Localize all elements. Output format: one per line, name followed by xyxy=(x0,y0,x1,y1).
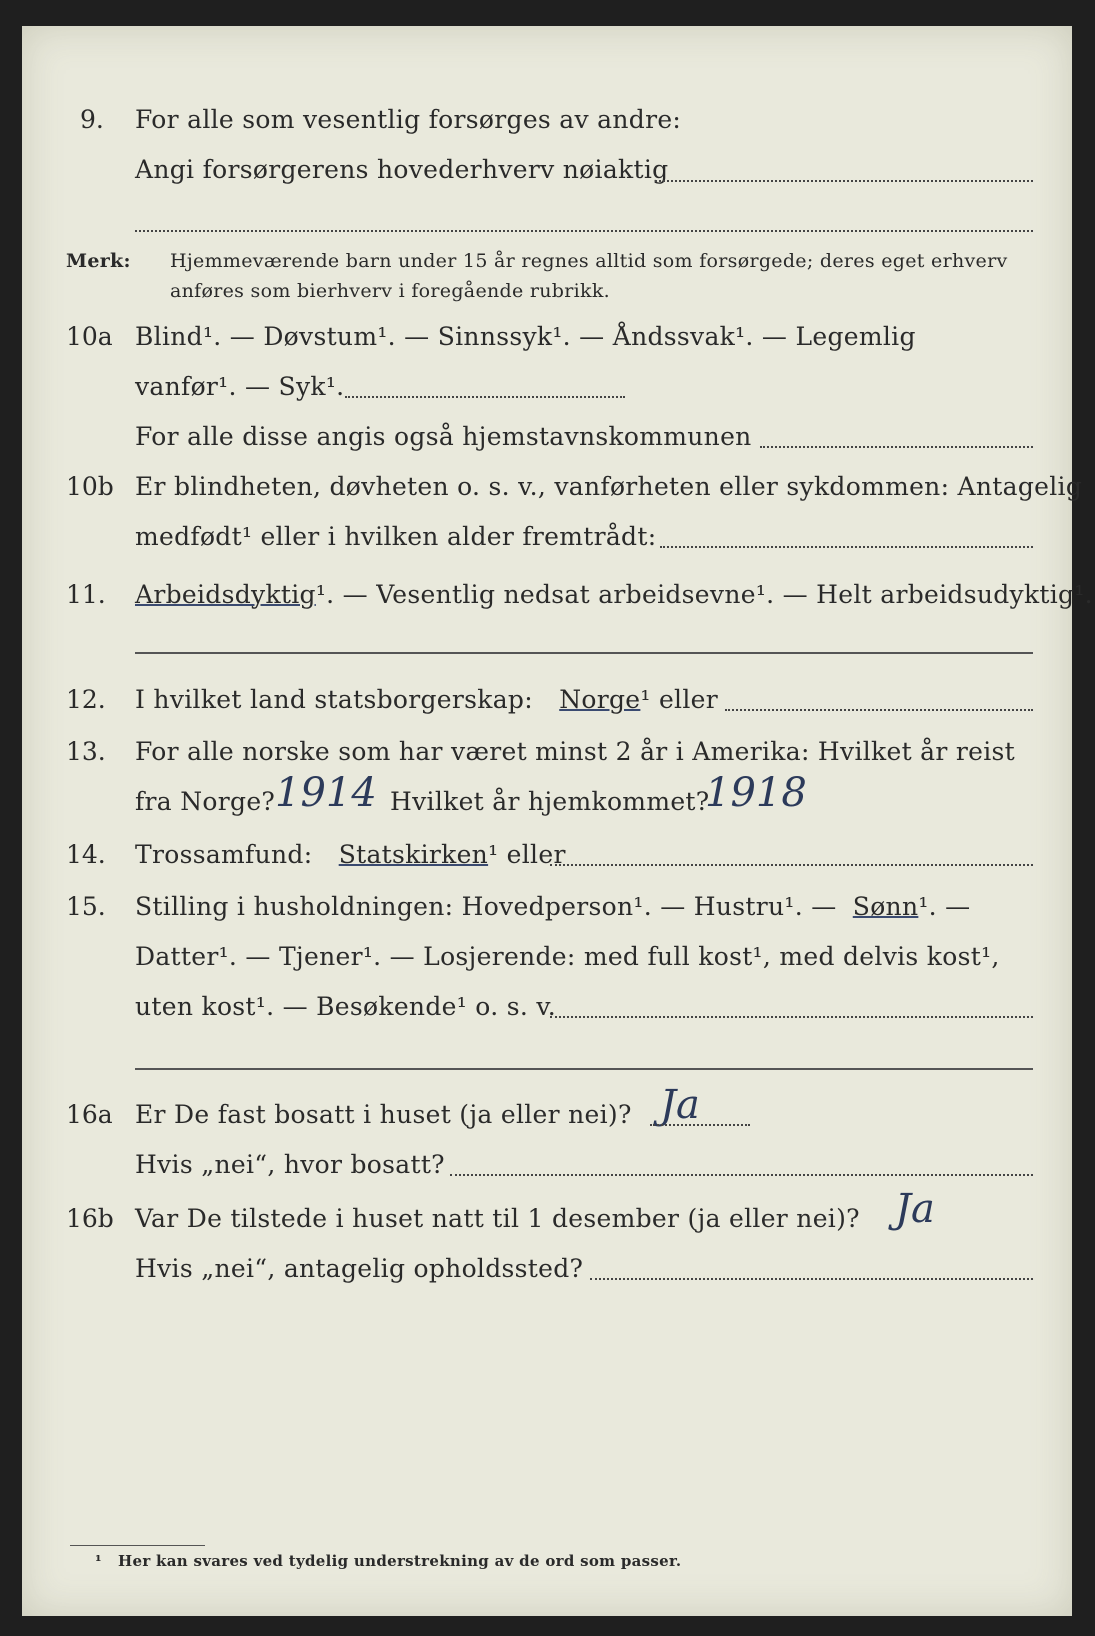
question-13-line1: For alle norske som har været minst 2 år i Amerika: Hvilket år reist xyxy=(135,737,1016,766)
answer-line-12 xyxy=(725,709,1033,711)
question-13-number: 13. xyxy=(66,737,106,766)
answer-line-9b xyxy=(135,230,1033,232)
question-12-number: 12. xyxy=(66,685,106,714)
question-16b-number: 16b xyxy=(66,1204,114,1233)
answer-line-14 xyxy=(550,864,1033,866)
question-15-line1-suffix: ¹. — xyxy=(918,892,971,921)
question-11-number: 11. xyxy=(66,580,106,609)
question-11-rest: ¹. — Vesentlig nedsat arbeidsevne¹. — Helt arbeidsudyktig¹. xyxy=(315,580,1093,609)
question-15-line3: uten kost¹. — Besøkende¹ o. s. v. xyxy=(135,992,557,1021)
question-13-line2a: fra Norge? xyxy=(135,787,276,816)
question-12-text: I hvilket land statsborgerskap: xyxy=(135,685,533,714)
option-norge-underlined: Norge xyxy=(559,685,641,714)
question-11-line xyxy=(135,580,1093,609)
question-9-line2: Angi forsørgerens hovederhverv nøiaktig xyxy=(135,155,669,184)
question-16a-line2: Hvis „nei“, hvor bosatt? xyxy=(135,1150,445,1179)
answer-line-10a-home xyxy=(760,446,1033,448)
handwritten-answer-16a: Ja xyxy=(660,1082,700,1128)
question-14-line xyxy=(135,840,566,869)
question-12-line xyxy=(135,685,718,714)
question-15-line2: Datter¹. — Tjener¹. — Losjerende: med full kost¹, med delvis kost¹, xyxy=(135,942,1000,971)
question-16b-line2: Hvis „nei“, antagelig opholdssted? xyxy=(135,1254,584,1283)
answer-line-10a xyxy=(345,396,625,398)
question-10a-line3: For alle disse angis også hjemstavnskommunen xyxy=(135,422,752,451)
question-10a-line1: Blind¹. — Døvstum¹. — Sinnssyk¹. — Åndssvak¹. — Legemlig xyxy=(135,322,916,351)
note-line2: anføres som bierhverv i foregående rubrikk. xyxy=(170,280,610,302)
answer-line-15 xyxy=(550,1016,1033,1018)
question-10a-line2: vanfør¹. — Syk¹. xyxy=(135,372,345,401)
handwritten-year-returned: 1918 xyxy=(705,770,807,816)
question-13-line2b: Hvilket år hjemkommet? xyxy=(390,787,710,816)
question-9-line1: For alle som vesentlig forsørges av andre: xyxy=(135,105,682,134)
question-15-number: 15. xyxy=(66,892,106,921)
question-10b-line1: Er blindheten, døvheten o. s. v., vanførheten eller sykdommen: Antagelig xyxy=(135,472,1083,501)
answer-line-16a-where xyxy=(450,1174,1033,1176)
question-16a-line1: Er De fast bosatt i huset (ja eller nei)? xyxy=(135,1100,632,1129)
question-14-number: 14. xyxy=(66,840,106,869)
note-line1: Hjemmeværende barn under 15 år regnes alltid som forsørgede; deres eget erhverv xyxy=(170,250,1008,272)
question-10a-number: 10a xyxy=(66,322,113,351)
question-16b-line1: Var De tilstede i huset natt til 1 desember (ja eller nei)? xyxy=(135,1204,860,1233)
option-sonn-underlined: Sønn xyxy=(852,892,919,921)
option-statskirken-underlined: Statskirken xyxy=(338,840,489,869)
handwritten-year-left: 1914 xyxy=(275,770,377,816)
note-label: Merk: xyxy=(66,250,131,272)
answer-line-16b xyxy=(590,1278,1033,1280)
question-15-text: Stilling i husholdningen: Hovedperson¹. — Hustru¹. — xyxy=(135,892,837,921)
handwritten-answer-16b: Ja xyxy=(895,1186,935,1232)
question-10b-number: 10b xyxy=(66,472,114,501)
question-14-text: Trossamfund: xyxy=(135,840,313,869)
option-arbeidsdyktig-underlined: Arbeidsdyktig xyxy=(135,580,316,609)
footnote-rule xyxy=(70,1545,205,1546)
answer-line-9 xyxy=(655,180,1033,182)
answer-line-16a xyxy=(650,1124,750,1126)
question-10b-line2: medfødt¹ eller i hvilken alder fremtrådt: xyxy=(135,522,657,551)
answer-line-11 xyxy=(135,652,1033,654)
question-9-number: 9. xyxy=(80,105,104,134)
question-15-line1 xyxy=(135,892,970,921)
question-16a-number: 16a xyxy=(66,1100,113,1129)
answer-line-10b xyxy=(660,546,1033,548)
question-14-suffix: ¹ eller xyxy=(488,840,566,869)
question-12-suffix: ¹ eller xyxy=(640,685,718,714)
answer-line-15b xyxy=(135,1068,1033,1070)
footnote-text: Her kan svares ved tydelig understrekning av de ord som passer. xyxy=(118,1552,682,1570)
footnote-mark: ¹ xyxy=(95,1552,102,1570)
